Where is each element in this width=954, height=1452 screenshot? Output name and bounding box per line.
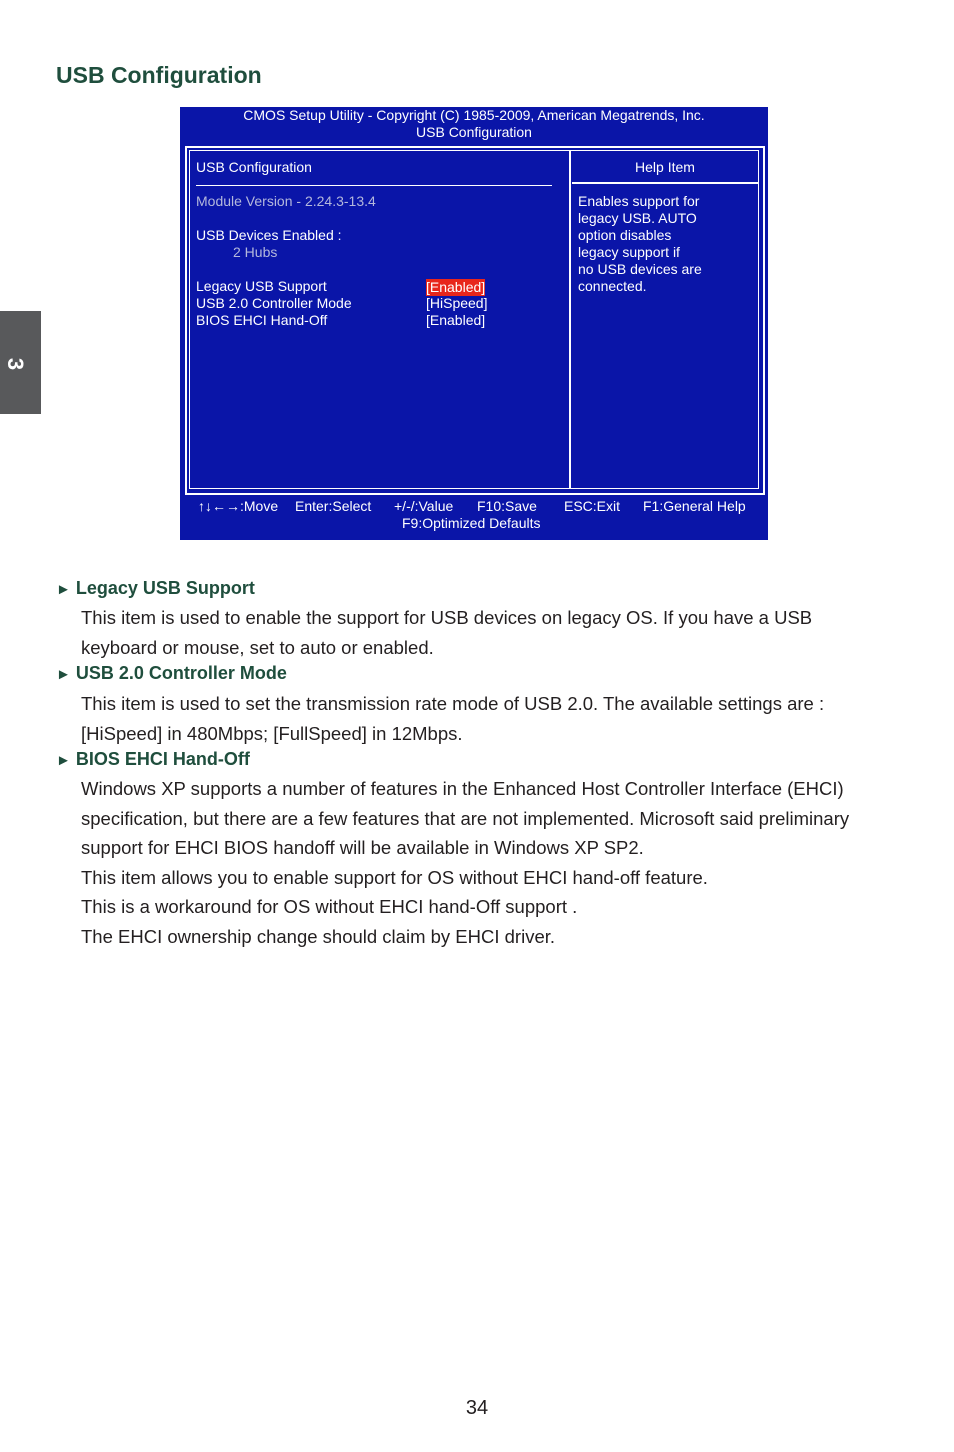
help-text-line: connected. <box>578 278 647 294</box>
section-heading-legacy-usb <box>56 578 255 599</box>
triangle-bullet-icon: ► <box>56 752 71 769</box>
section-body-usb2-mode <box>81 689 911 748</box>
page-title: USB Configuration <box>56 62 262 88</box>
key-exit: ESC:Exit <box>564 498 621 514</box>
body-line: This is a workaround for OS without EHCI hand-Off support . <box>81 896 578 917</box>
setting-value-usb2-mode[interactable]: [HiSpeed] <box>426 295 488 311</box>
key-value: +/-/:Value <box>394 498 454 514</box>
section-heading-usb2-mode <box>56 663 287 684</box>
section-body-legacy-usb <box>81 603 911 662</box>
section-heading-text: USB 2.0 Controller Mode <box>75 663 287 683</box>
left-panel-separator <box>196 185 552 186</box>
page-number: 34 <box>465 1397 489 1419</box>
section-heading-ehci-handoff <box>56 749 250 770</box>
body-line: [HiSpeed] in 480Mbps; [FullSpeed] in 12Mbps. <box>81 722 463 744</box>
module-version: Module Version - 2.24.3-13.4 <box>196 193 376 209</box>
help-panel-title: Help Item <box>635 159 695 175</box>
bios-screen-title: USB Configuration <box>416 124 532 140</box>
devices-enabled-label: USB Devices Enabled : <box>196 227 342 243</box>
bios-copyright: CMOS Setup Utility - Copyright (C) 1985-2009, American Megatrends, Inc. <box>243 107 705 123</box>
key-save: F10:Save <box>477 498 537 514</box>
body-line: Windows XP supports a number of features in the Enhanced Host Controller Interface (EHCI) <box>81 778 844 799</box>
key-optimized-defaults: F9:Optimized Defaults <box>402 515 541 531</box>
devices-enabled-value: 2 Hubs <box>233 244 278 260</box>
body-line: This item is used to enable the support for USB devices on legacy OS. If you have a USB <box>81 607 813 628</box>
key-general-help: F1:General Help <box>643 498 746 514</box>
setting-label-ehci-handoff[interactable]: BIOS EHCI Hand-Off <box>196 312 328 328</box>
setting-value-ehci-handoff[interactable]: [Enabled] <box>426 312 486 328</box>
help-panel-separator <box>572 182 758 184</box>
bios-inner-frame <box>189 150 759 489</box>
section-heading-text: BIOS EHCI Hand-Off <box>75 749 250 769</box>
bios-screenshot <box>180 107 768 540</box>
section-body-ehci-handoff <box>81 774 911 951</box>
section-heading-text: Legacy USB Support <box>75 578 255 598</box>
body-line: keyboard or mouse, set to auto or enabled. <box>81 636 434 658</box>
setting-label-usb2-mode[interactable]: USB 2.0 Controller Mode <box>196 295 352 311</box>
panel-divider <box>569 151 571 488</box>
body-line: support for EHCI BIOS handoff will be available in Windows XP SP2. <box>81 837 644 858</box>
triangle-bullet-icon: ► <box>56 581 71 598</box>
triangle-bullet-icon: ► <box>56 666 71 683</box>
chapter-number: 3 <box>3 357 29 371</box>
key-select: Enter:Select <box>295 498 372 514</box>
help-text-line: no USB devices are <box>578 261 702 277</box>
chapter-tab <box>0 311 41 414</box>
bios-header <box>180 107 768 141</box>
body-line: This item is used to set the transmission rate mode of USB 2.0. The available settings are : <box>81 693 825 714</box>
key-move: ↑↓←→:Move <box>198 498 279 514</box>
left-panel-title: USB Configuration <box>196 159 312 175</box>
help-text-line: option disables <box>578 227 672 243</box>
bios-main-frame <box>185 146 765 495</box>
body-line: The EHCI ownership change should claim by EHCI driver. <box>81 925 556 947</box>
help-text-line: legacy USB. AUTO <box>578 210 697 226</box>
body-line: This item allows you to enable support for OS without EHCI hand-off feature. <box>81 866 708 888</box>
help-text-line: Enables support for <box>578 193 700 209</box>
setting-value-legacy-usb[interactable]: [Enabled] <box>426 279 486 295</box>
setting-label-legacy-usb[interactable]: Legacy USB Support <box>196 278 327 294</box>
body-line: specification, but there are a few features that are not implemented. Microsoft said preliminary <box>81 807 850 829</box>
help-text-line: legacy support if <box>578 244 680 260</box>
